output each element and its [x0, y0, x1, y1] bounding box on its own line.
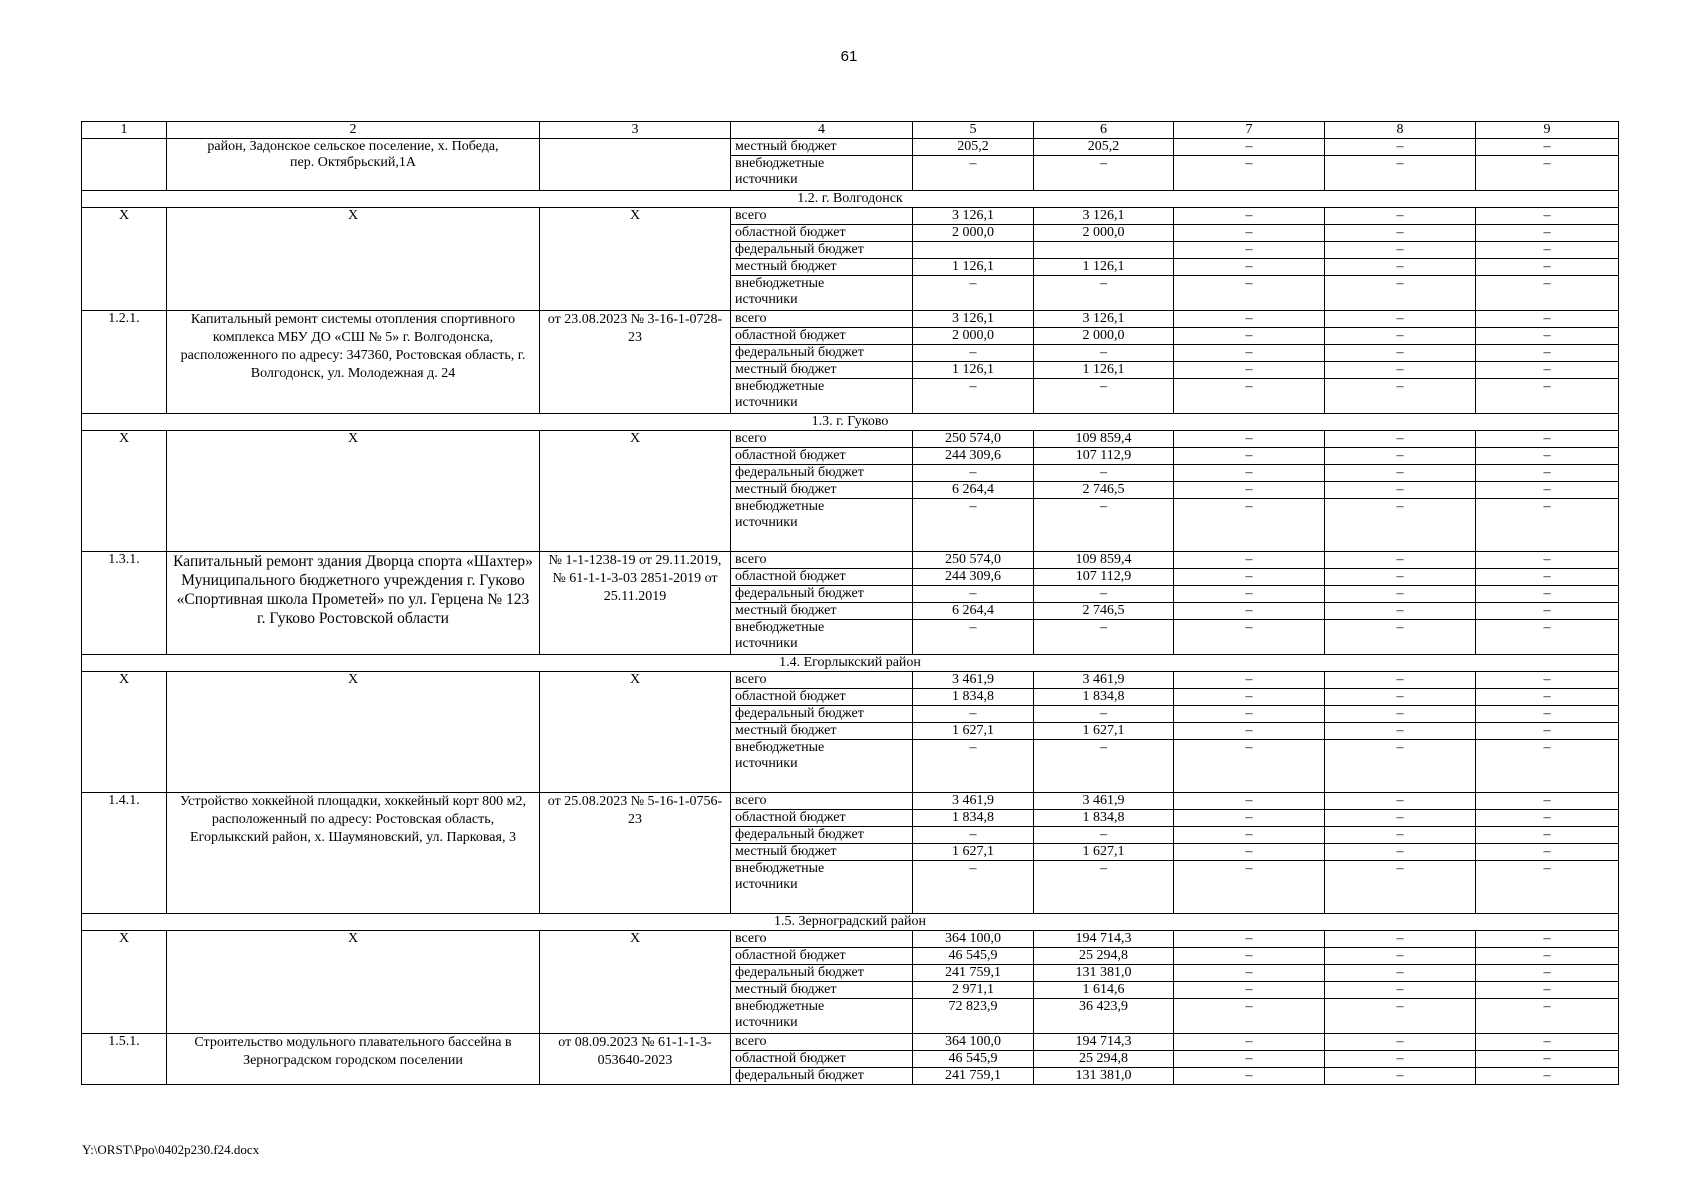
source-label: всего — [731, 931, 913, 948]
table-row — [82, 1034, 1619, 1051]
dash-cell: – — [1174, 1051, 1325, 1068]
source-label: всего — [731, 311, 913, 328]
value-cell: 1 126,1 — [1034, 362, 1174, 379]
dash-cell: – — [1174, 569, 1325, 586]
x-mark: Х — [540, 672, 731, 793]
dash-cell: – — [1174, 259, 1325, 276]
value-cell: 1 834,8 — [1034, 689, 1174, 706]
header-cell: 2 — [167, 122, 540, 139]
value-cell: 1 627,1 — [913, 723, 1034, 740]
dash-cell: – — [1174, 499, 1325, 552]
object-name-line: район, Задонское сельское поселение, х. Победа, — [207, 139, 499, 154]
value-cell: 194 714,3 — [1034, 1034, 1174, 1051]
dash-cell: – — [1325, 1034, 1476, 1051]
dash-cell: – — [1174, 620, 1325, 655]
dash-cell: – — [1174, 465, 1325, 482]
dash-cell: – — [1325, 965, 1476, 982]
value-cell: 3 126,1 — [1034, 311, 1174, 328]
value-cell: 244 309,6 — [913, 569, 1034, 586]
dash-cell: – — [1476, 689, 1619, 706]
object-document: от 25.08.2023 № 5-16-1-0756-23 — [540, 793, 731, 914]
dash-cell: – — [1476, 465, 1619, 482]
source-label: местный бюджет — [731, 982, 913, 999]
dash-cell: – — [1476, 499, 1619, 552]
value-cell: 2 000,0 — [913, 328, 1034, 345]
source-label: внебюджетные источники — [731, 740, 913, 793]
value-cell: 3 461,9 — [913, 672, 1034, 689]
value-cell — [913, 242, 1034, 259]
table-row — [82, 139, 1619, 156]
budget-table — [81, 121, 1619, 1085]
header-cell: 9 — [1476, 122, 1619, 139]
header-cell: 4 — [731, 122, 913, 139]
value-cell: 72 823,9 — [913, 999, 1034, 1034]
source-label: областной бюджет — [731, 948, 913, 965]
dash-cell: – — [1174, 552, 1325, 569]
dash-cell: – — [1476, 448, 1619, 465]
source-label: областной бюджет — [731, 1051, 913, 1068]
source-label: всего — [731, 1034, 913, 1051]
dash-cell: – — [1325, 740, 1476, 793]
dash-cell: – — [913, 706, 1034, 723]
dash-cell: – — [1325, 552, 1476, 569]
dash-cell: – — [1325, 482, 1476, 499]
dash-cell: – — [1034, 276, 1174, 311]
dash-cell: – — [1325, 431, 1476, 448]
dash-cell: – — [1174, 379, 1325, 414]
x-mark: Х — [82, 931, 167, 1034]
source-label: всего — [731, 552, 913, 569]
table-row — [82, 672, 1619, 689]
dash-cell: – — [913, 861, 1034, 914]
source-label: внебюджетные источники — [731, 379, 913, 414]
object-document: от 23.08.2023 № 3-16-1-0728-23 — [540, 311, 731, 414]
dash-cell: – — [1325, 948, 1476, 965]
dash-cell: – — [1476, 345, 1619, 362]
dash-cell: – — [1174, 208, 1325, 225]
dash-cell: – — [1174, 689, 1325, 706]
dash-cell: – — [1476, 569, 1619, 586]
dash-cell: – — [1174, 362, 1325, 379]
x-mark: Х — [540, 431, 731, 552]
dash-cell: – — [1174, 139, 1325, 156]
dash-cell: – — [1174, 345, 1325, 362]
dash-cell: – — [1034, 499, 1174, 552]
dash-cell: – — [1325, 982, 1476, 999]
dash-cell: – — [1476, 999, 1619, 1034]
dash-cell: – — [1476, 723, 1619, 740]
value-cell: 25 294,8 — [1034, 948, 1174, 965]
source-label: федеральный бюджет — [731, 965, 913, 982]
dash-cell: – — [1476, 139, 1619, 156]
value-cell: 2 746,5 — [1034, 482, 1174, 499]
dash-cell: – — [1325, 723, 1476, 740]
dash-cell: – — [1325, 810, 1476, 827]
source-label: федеральный бюджет — [731, 827, 913, 844]
dash-cell: – — [1476, 844, 1619, 861]
source-label: местный бюджет — [731, 482, 913, 499]
object-number: 1.4.1. — [82, 793, 167, 914]
value-cell: 2 000,0 — [913, 225, 1034, 242]
dash-cell: – — [1476, 706, 1619, 723]
dash-cell: – — [1325, 672, 1476, 689]
object-number — [82, 139, 167, 191]
dash-cell: – — [1325, 311, 1476, 328]
dash-cell: – — [1325, 1068, 1476, 1085]
source-label: всего — [731, 208, 913, 225]
object-document: № 1-1-1238-19 от 29.11.2019, № 61-1-1-3-03 2851-2019 от 25.11.2019 — [540, 552, 731, 655]
source-label: областной бюджет — [731, 689, 913, 706]
value-cell: 107 112,9 — [1034, 448, 1174, 465]
value-cell: 2 746,5 — [1034, 603, 1174, 620]
dash-cell: – — [1174, 431, 1325, 448]
dash-cell: – — [1174, 311, 1325, 328]
page-number: 61 — [840, 48, 858, 65]
dash-cell: – — [1325, 586, 1476, 603]
dash-cell: – — [1476, 586, 1619, 603]
source-label: областной бюджет — [731, 810, 913, 827]
value-cell: 1 627,1 — [913, 844, 1034, 861]
source-label: местный бюджет — [731, 723, 913, 740]
dash-cell: – — [1174, 844, 1325, 861]
value-cell: 1 126,1 — [913, 362, 1034, 379]
dash-cell: – — [1174, 482, 1325, 499]
x-mark: Х — [82, 431, 167, 552]
source-label: местный бюджет — [731, 362, 913, 379]
dash-cell: – — [1476, 861, 1619, 914]
source-label: областной бюджет — [731, 225, 913, 242]
value-cell: 250 574,0 — [913, 431, 1034, 448]
dash-cell: – — [1325, 689, 1476, 706]
dash-cell: – — [1174, 242, 1325, 259]
object-number: 1.2.1. — [82, 311, 167, 414]
value-cell: 364 100,0 — [913, 1034, 1034, 1051]
dash-cell: – — [1476, 948, 1619, 965]
dash-cell: – — [1476, 603, 1619, 620]
value-cell: 36 423,9 — [1034, 999, 1174, 1034]
dash-cell: – — [1476, 965, 1619, 982]
dash-cell: – — [1325, 225, 1476, 242]
dash-cell: – — [1476, 620, 1619, 655]
dash-cell: – — [1325, 1051, 1476, 1068]
value-cell: 6 264,4 — [913, 482, 1034, 499]
dash-cell: – — [1325, 156, 1476, 191]
x-mark: Х — [82, 672, 167, 793]
value-cell: 109 859,4 — [1034, 431, 1174, 448]
object-name: Капитальный ремонт здания Дворца спорта «Шахтер» Муниципального бюджетного учреждения г. Гуково «Спортивная школа Прометей» по ул. Герцена № 123 г. Гуково Ростовской области — [167, 552, 540, 655]
header-cell: 5 — [913, 122, 1034, 139]
dash-cell: – — [1476, 362, 1619, 379]
dash-cell: – — [1476, 672, 1619, 689]
dash-cell: – — [913, 345, 1034, 362]
source-label: местный бюджет — [731, 603, 913, 620]
value-cell: 1 614,6 — [1034, 982, 1174, 999]
dash-cell: – — [1325, 139, 1476, 156]
source-label: федеральный бюджет — [731, 345, 913, 362]
table-row — [82, 431, 1619, 448]
dash-cell: – — [1325, 569, 1476, 586]
dash-cell: – — [1325, 276, 1476, 311]
dash-cell: – — [1476, 740, 1619, 793]
dash-cell: – — [1476, 242, 1619, 259]
dash-cell: – — [1325, 259, 1476, 276]
value-cell: 1 834,8 — [913, 810, 1034, 827]
dash-cell: – — [1174, 810, 1325, 827]
source-label: областной бюджет — [731, 448, 913, 465]
source-label: внебюджетные источники — [731, 999, 913, 1034]
dash-cell: – — [1034, 379, 1174, 414]
source-label: местный бюджет — [731, 139, 913, 156]
value-cell: 6 264,4 — [913, 603, 1034, 620]
dash-cell: – — [1476, 552, 1619, 569]
dash-cell: – — [913, 740, 1034, 793]
dash-cell: – — [1325, 706, 1476, 723]
section-row — [82, 655, 1619, 672]
dash-cell: – — [913, 620, 1034, 655]
value-cell: 1 126,1 — [1034, 259, 1174, 276]
source-label: федеральный бюджет — [731, 1068, 913, 1085]
dash-cell: – — [1174, 276, 1325, 311]
dash-cell: – — [1174, 931, 1325, 948]
value-cell — [1034, 242, 1174, 259]
source-label: областной бюджет — [731, 569, 913, 586]
source-label: федеральный бюджет — [731, 706, 913, 723]
value-cell: 25 294,8 — [1034, 1051, 1174, 1068]
value-cell: 3 461,9 — [1034, 672, 1174, 689]
dash-cell: – — [1476, 208, 1619, 225]
object-name — [167, 139, 540, 191]
x-mark: Х — [540, 931, 731, 1034]
dash-cell: – — [1325, 499, 1476, 552]
object-number: 1.5.1. — [82, 1034, 167, 1085]
x-mark: Х — [167, 931, 540, 1034]
dash-cell: – — [1034, 740, 1174, 793]
value-cell: 364 100,0 — [913, 931, 1034, 948]
x-mark: Х — [540, 208, 731, 311]
section-title: 1.2. г. Волгодонск — [82, 191, 1619, 208]
dash-cell: – — [1034, 465, 1174, 482]
dash-cell: – — [1034, 706, 1174, 723]
value-cell: 250 574,0 — [913, 552, 1034, 569]
dash-cell: – — [1325, 465, 1476, 482]
source-label: федеральный бюджет — [731, 586, 913, 603]
x-mark: Х — [82, 208, 167, 311]
dash-cell: – — [913, 499, 1034, 552]
source-label: всего — [731, 672, 913, 689]
dash-cell: – — [1325, 379, 1476, 414]
dash-cell: – — [1325, 931, 1476, 948]
dash-cell: – — [1325, 827, 1476, 844]
table-row — [82, 793, 1619, 810]
object-name: Капитальный ремонт системы отопления спортивного комплекса МБУ ДО «СШ № 5» г. Волгодонска, расположенного по адресу: 347360, Ростовская область, г. Волгодонск, ул. Молодежная д. 24 — [167, 311, 540, 414]
dash-cell: – — [1476, 931, 1619, 948]
dash-cell: – — [1174, 225, 1325, 242]
source-label: внебюджетные источники — [731, 620, 913, 655]
document-file-path: Y:\ORST\Ppo\0402p230.f24.docx — [82, 1142, 260, 1157]
source-label: всего — [731, 431, 913, 448]
dash-cell: – — [913, 586, 1034, 603]
dash-cell: – — [1034, 156, 1174, 191]
dash-cell: – — [1325, 362, 1476, 379]
value-cell: 3 461,9 — [913, 793, 1034, 810]
dash-cell: – — [1476, 328, 1619, 345]
source-label: внебюджетные источники — [731, 276, 913, 311]
dash-cell: – — [1034, 620, 1174, 655]
dash-cell: – — [1476, 982, 1619, 999]
value-cell: 2 000,0 — [1034, 225, 1174, 242]
value-cell: 131 381,0 — [1034, 1068, 1174, 1085]
dash-cell: – — [1325, 999, 1476, 1034]
table-row — [82, 552, 1619, 569]
section-row — [82, 191, 1619, 208]
dash-cell: – — [1174, 793, 1325, 810]
source-label: федеральный бюджет — [731, 465, 913, 482]
value-cell: 3 126,1 — [913, 311, 1034, 328]
dash-cell: – — [1174, 586, 1325, 603]
dash-cell: – — [1476, 379, 1619, 414]
dash-cell: – — [1325, 620, 1476, 655]
object-number: 1.3.1. — [82, 552, 167, 655]
source-label: внебюджетные источники — [731, 861, 913, 914]
value-cell: 1 627,1 — [1034, 844, 1174, 861]
dash-cell: – — [913, 465, 1034, 482]
section-row — [82, 414, 1619, 431]
source-label: внебюджетные источники — [731, 499, 913, 552]
dash-cell: – — [1174, 965, 1325, 982]
table-row — [82, 931, 1619, 948]
object-document: от 08.09.2023 № 61-1-1-3-053640-2023 — [540, 1034, 731, 1085]
source-label: внебюджетные источники — [731, 156, 913, 191]
section-title: 1.4. Егорлыкский район — [82, 655, 1619, 672]
source-label: местный бюджет — [731, 844, 913, 861]
dash-cell: – — [1174, 156, 1325, 191]
dash-cell: – — [1476, 431, 1619, 448]
dash-cell: – — [1034, 827, 1174, 844]
dash-cell: – — [913, 276, 1034, 311]
value-cell: 107 112,9 — [1034, 569, 1174, 586]
value-cell: 2 971,1 — [913, 982, 1034, 999]
dash-cell: – — [1476, 810, 1619, 827]
dash-cell: – — [1034, 345, 1174, 362]
dash-cell: – — [1174, 706, 1325, 723]
dash-cell: – — [1325, 242, 1476, 259]
value-cell: 109 859,4 — [1034, 552, 1174, 569]
dash-cell: – — [913, 827, 1034, 844]
header-cell: 7 — [1174, 122, 1325, 139]
dash-cell: – — [1476, 156, 1619, 191]
header-cell: 8 — [1325, 122, 1476, 139]
value-cell: 1 834,8 — [1034, 810, 1174, 827]
dash-cell: – — [913, 156, 1034, 191]
dash-cell: – — [1476, 482, 1619, 499]
value-cell: 1 126,1 — [913, 259, 1034, 276]
dash-cell: – — [1174, 861, 1325, 914]
dash-cell: – — [1174, 723, 1325, 740]
value-cell: 131 381,0 — [1034, 965, 1174, 982]
header-cell: 3 — [540, 122, 731, 139]
source-label: федеральный бюджет — [731, 242, 913, 259]
value-cell: 205,2 — [1034, 139, 1174, 156]
value-cell: 3 126,1 — [913, 208, 1034, 225]
value-cell: 1 834,8 — [913, 689, 1034, 706]
dash-cell: – — [1174, 948, 1325, 965]
dash-cell: – — [1476, 259, 1619, 276]
x-mark: Х — [167, 208, 540, 311]
object-name-line: пер. Октябрьский,1А — [290, 155, 416, 170]
dash-cell: – — [1476, 793, 1619, 810]
section-row — [82, 914, 1619, 931]
dash-cell: – — [1174, 740, 1325, 793]
dash-cell: – — [1174, 1034, 1325, 1051]
section-title: 1.3. г. Гуково — [82, 414, 1619, 431]
dash-cell: – — [1325, 448, 1476, 465]
dash-cell: – — [1174, 328, 1325, 345]
header-row — [82, 122, 1619, 139]
value-cell: 1 627,1 — [1034, 723, 1174, 740]
object-document — [540, 139, 731, 191]
dash-cell: – — [1174, 672, 1325, 689]
dash-cell: – — [1476, 311, 1619, 328]
header-cell: 6 — [1034, 122, 1174, 139]
dash-cell: – — [1325, 208, 1476, 225]
value-cell: 2 000,0 — [1034, 328, 1174, 345]
value-cell: 244 309,6 — [913, 448, 1034, 465]
value-cell: 46 545,9 — [913, 948, 1034, 965]
dash-cell: – — [1325, 603, 1476, 620]
source-label: областной бюджет — [731, 328, 913, 345]
section-title: 1.5. Зерноградский район — [82, 914, 1619, 931]
x-mark: Х — [167, 672, 540, 793]
value-cell: 205,2 — [913, 139, 1034, 156]
source-label: местный бюджет — [731, 259, 913, 276]
dash-cell: – — [1325, 793, 1476, 810]
value-cell: 46 545,9 — [913, 1051, 1034, 1068]
dash-cell: – — [1174, 1068, 1325, 1085]
header-cell: 1 — [82, 122, 167, 139]
table-row — [82, 208, 1619, 225]
value-cell: 241 759,1 — [913, 965, 1034, 982]
dash-cell: – — [1325, 345, 1476, 362]
dash-cell: – — [1476, 225, 1619, 242]
dash-cell: – — [1476, 276, 1619, 311]
value-cell: 3 461,9 — [1034, 793, 1174, 810]
value-cell: 194 714,3 — [1034, 931, 1174, 948]
dash-cell: – — [1174, 999, 1325, 1034]
dash-cell: – — [1476, 1068, 1619, 1085]
dash-cell: – — [1174, 448, 1325, 465]
object-name: Строительство модульного плавательного бассейна в Зерноградском городском поселении — [167, 1034, 540, 1085]
dash-cell: – — [1476, 827, 1619, 844]
dash-cell: – — [1325, 328, 1476, 345]
dash-cell: – — [913, 379, 1034, 414]
dash-cell: – — [1476, 1034, 1619, 1051]
dash-cell: – — [1325, 844, 1476, 861]
dash-cell: – — [1174, 827, 1325, 844]
dash-cell: – — [1174, 603, 1325, 620]
table-row — [82, 311, 1619, 328]
dash-cell: – — [1034, 586, 1174, 603]
source-label: всего — [731, 793, 913, 810]
dash-cell: – — [1034, 861, 1174, 914]
object-name: Устройство хоккейной площадки, хоккейный корт 800 м2, расположенный по адресу: Ростовская область, Егорлыкский район, х. Шаумяновский, ул. Парковая, 3 — [167, 793, 540, 914]
dash-cell: – — [1325, 861, 1476, 914]
value-cell: 241 759,1 — [913, 1068, 1034, 1085]
dash-cell: – — [1174, 982, 1325, 999]
dash-cell: – — [1476, 1051, 1619, 1068]
value-cell: 3 126,1 — [1034, 208, 1174, 225]
x-mark: Х — [167, 431, 540, 552]
